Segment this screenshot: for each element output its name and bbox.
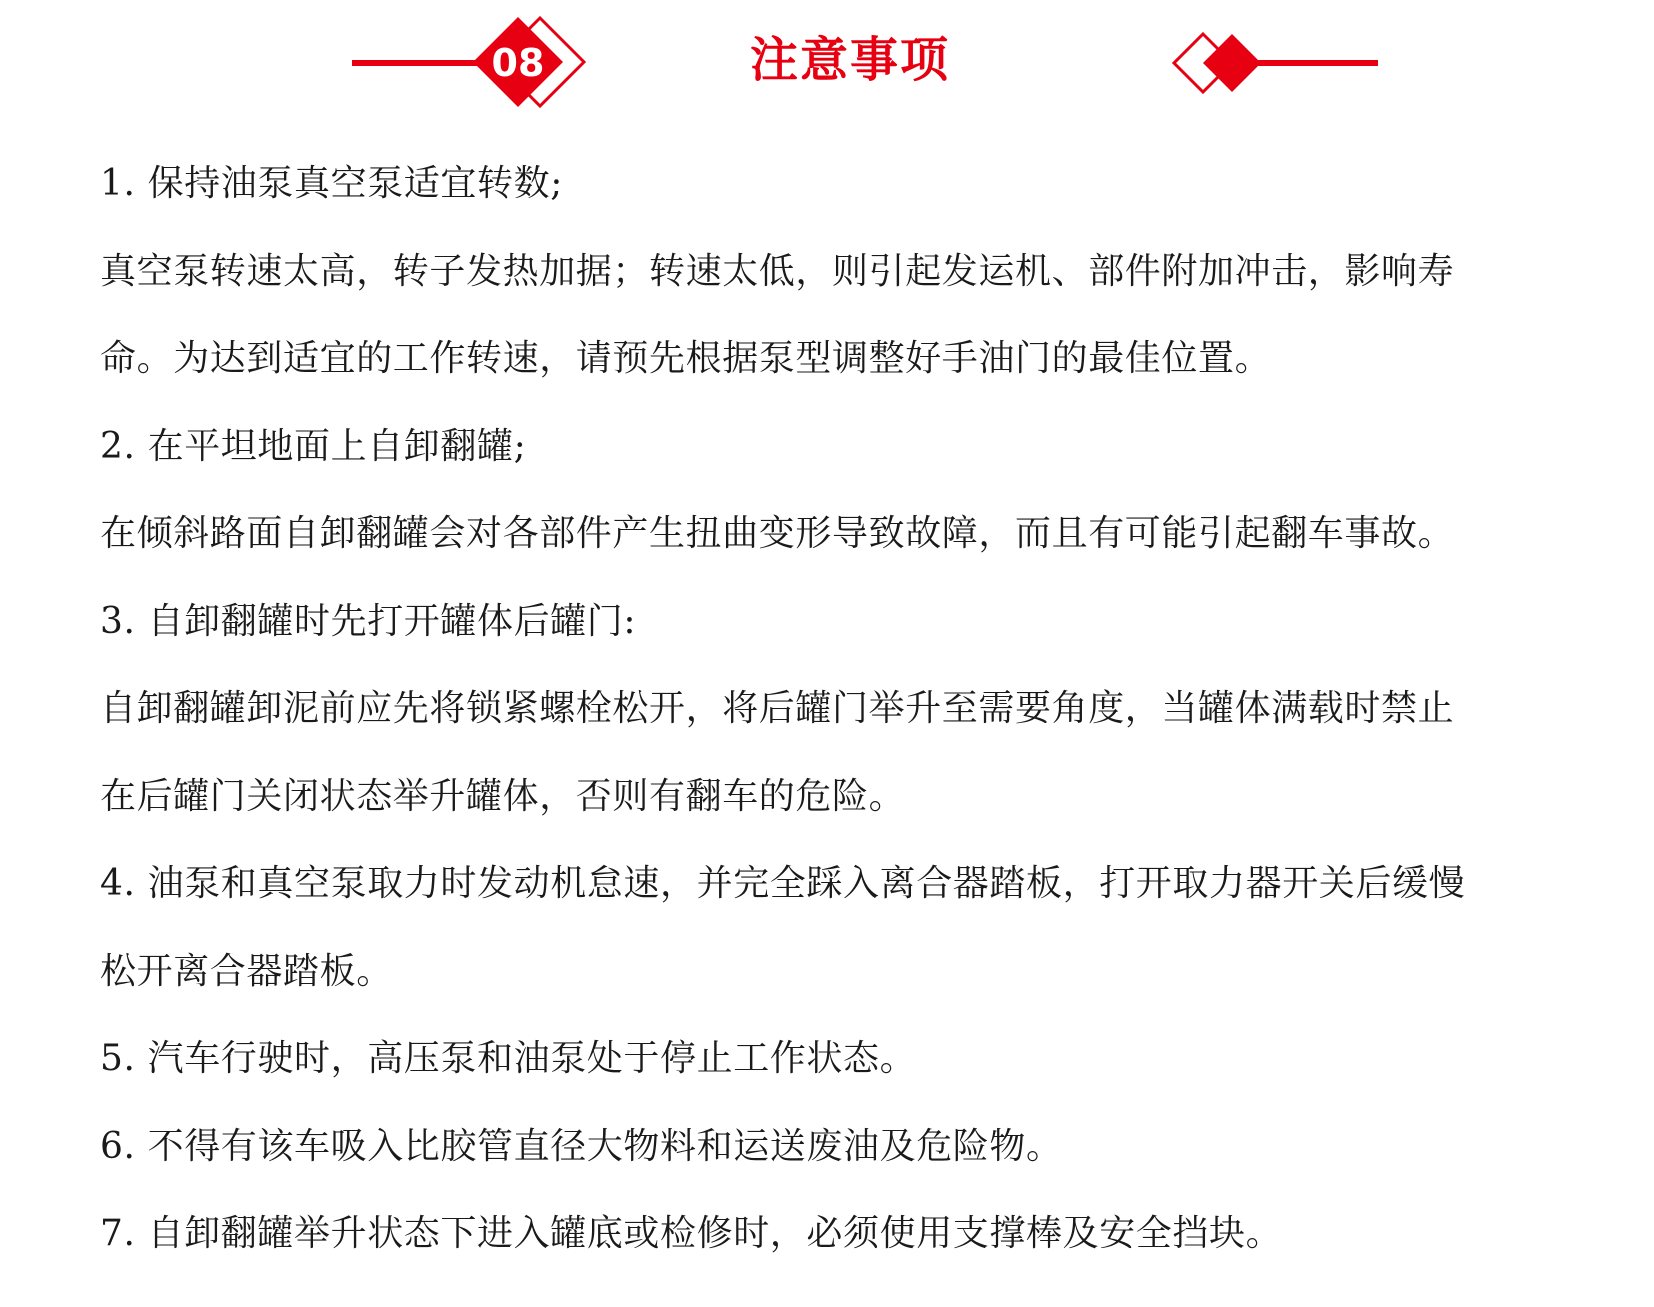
notes-body xyxy=(100,140,1580,1278)
note-line: 5. 汽车行驶时，高压泵和油泵处于停止工作状态。 xyxy=(100,1038,917,1079)
note-line: 7. 自卸翻罐举升状态下进入罐底或检修时，必须使用支撑棒及安全挡块。 xyxy=(100,1213,1283,1254)
note-line: 命。为达到适宜的工作转速，请预先根据泵型调整好手油门的最佳位置。 xyxy=(100,338,1272,379)
note-line: 1. 保持油泵真空泵适宜转数; xyxy=(100,163,563,204)
section-number: 08 xyxy=(491,41,545,85)
note-line: 松开离合器踏板。 xyxy=(100,950,393,992)
note-line: 6. 不得有该车吸入比胶管直径大物料和运送废油及危险物。 xyxy=(100,1125,1063,1167)
note-line: 自卸翻罐卸泥前应先将锁紧螺栓松开，将后罐门举升至需要角度，当罐体满载时禁止 xyxy=(100,688,1455,729)
note-line: 真空泵转速太高，转子发热加据；转速太低，则引起发运机、部件附加冲击，影响寿 xyxy=(100,250,1455,292)
note-line: 在倾斜路面自卸翻罐会对各部件产生扭曲变形导致故障，而且有可能引起翻车事故。 xyxy=(100,513,1455,554)
note-line: 3. 自卸翻罐时先打开罐体后罐门: xyxy=(100,600,637,642)
note-line: 2. 在平坦地面上自卸翻罐; xyxy=(100,425,527,467)
section-header xyxy=(0,0,1654,120)
note-line: 4. 油泵和真空泵取力时发动机怠速，并完全踩入离合器踏板，打开取力器开关后缓慢 xyxy=(100,863,1466,904)
page-title: 注意事项 xyxy=(749,32,950,88)
note-line: 在后罐门关闭状态举升罐体，否则有翻车的危险。 xyxy=(100,775,906,817)
